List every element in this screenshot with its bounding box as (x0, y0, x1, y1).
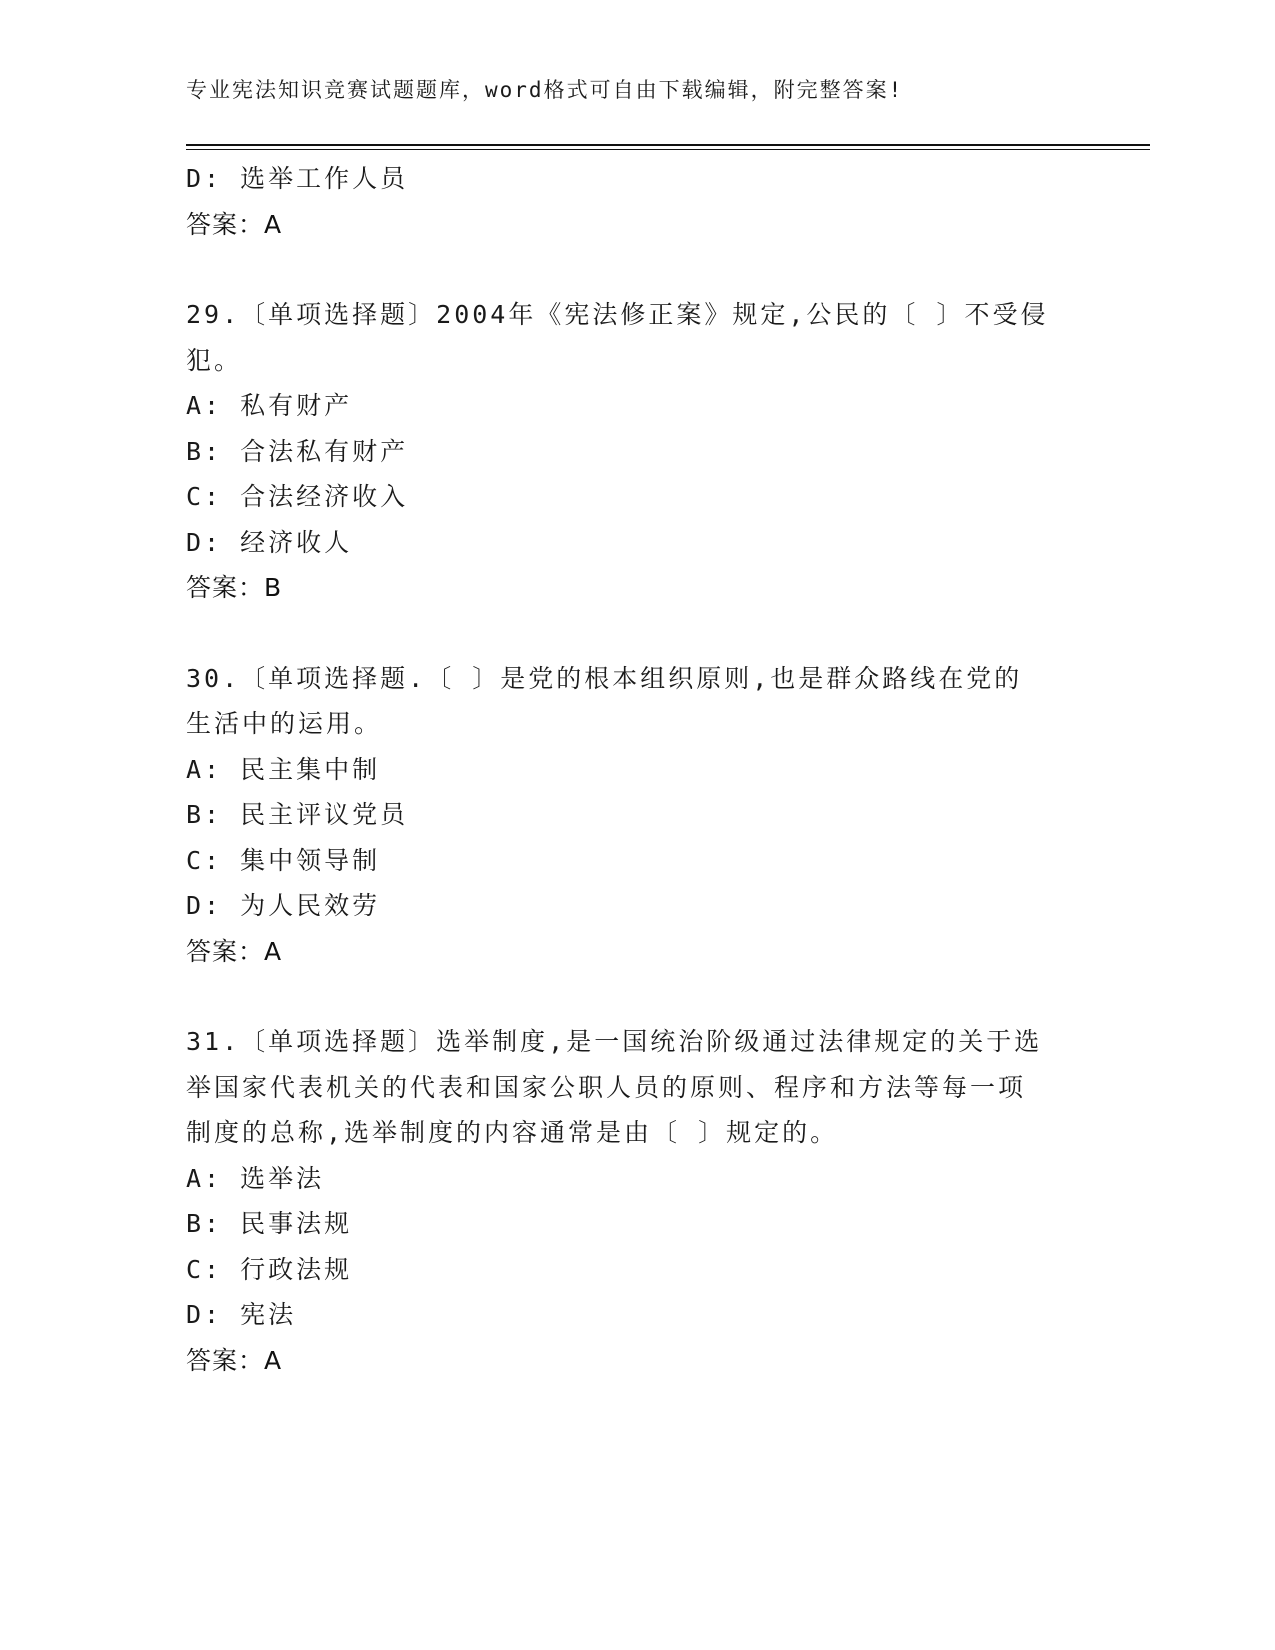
option-d: D: 宪法 (186, 1300, 297, 1329)
header-rule-thick (186, 144, 1150, 146)
answer-line: 答案：B (186, 573, 283, 602)
option-d: D: 经济收人 (186, 527, 353, 557)
question-stem-line: 生活中的运用。 (186, 709, 383, 738)
option-d: D: 选举工作人员 (186, 164, 409, 193)
question-29 (186, 292, 1086, 611)
option-b: B: 民事法规 (186, 1209, 353, 1238)
question-stem-line: 31.〔单项选择题〕选举制度,是一国统治阶级通过法律规定的关于选 (186, 1027, 1043, 1056)
page-header-title: 专业宪法知识竞赛试题题库，word格式可自由下载编辑，附完整答案! (186, 78, 904, 102)
answer-line: 答案：A (186, 209, 283, 239)
question-content (186, 156, 1086, 1383)
option-c: C: 行政法规 (186, 1254, 353, 1284)
question-stem-line: 29.〔单项选择题〕2004年《宪法修正案》规定,公民的〔 〕不受侵 (186, 300, 1049, 329)
option-a: A: 选举法 (186, 1163, 325, 1193)
option-b: B: 民主评议党员 (186, 800, 409, 829)
question-stem-line: 举国家代表机关的代表和国家公职人员的原则、程序和方法等每一项 (186, 1072, 1027, 1102)
question-stem-line: 制度的总称,选举制度的内容通常是由〔 〕规定的。 (186, 1118, 839, 1147)
answer-line: 答案：A (186, 1345, 283, 1375)
answer-line: 答案：A (186, 936, 283, 966)
header-rule-thin (186, 149, 1150, 150)
option-b: B: 合法私有财产 (186, 436, 409, 466)
question-stem-line: 30.〔单项选择题.〔 〕是党的根本组织原则,也是群众路线在党的 (186, 663, 1023, 693)
carryover-question-tail (186, 156, 1086, 247)
option-d: D: 为人民效劳 (186, 891, 381, 920)
option-a: A: 民主集中制 (186, 754, 381, 784)
option-a: A: 私有财产 (186, 391, 353, 420)
question-stem-line: 犯。 (186, 345, 243, 375)
option-c: C: 合法经济收入 (186, 482, 409, 511)
question-31 (186, 1019, 1086, 1383)
question-30 (186, 656, 1086, 975)
option-c: C: 集中领导制 (186, 845, 381, 875)
